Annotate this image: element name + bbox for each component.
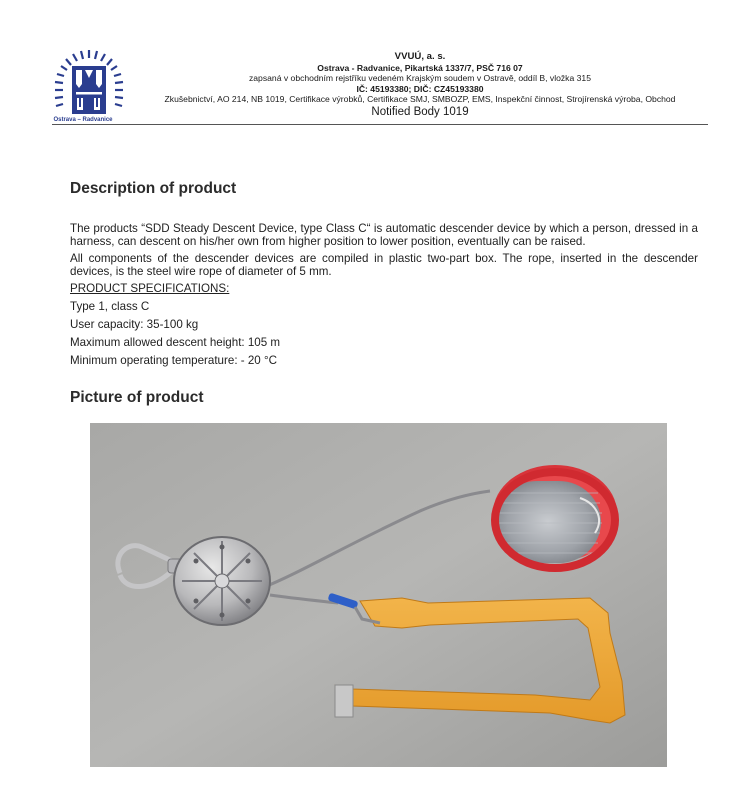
strap-buckle	[335, 685, 353, 717]
cable-spool	[493, 465, 617, 568]
spec-item: Minimum operating temperature: - 20 °C	[70, 354, 277, 367]
header-divider	[52, 124, 708, 125]
company-activities: Zkušebnictví, AO 214, NB 1019, Certifikace výrobků, Certifikace SMJ, SMBOZP, EMS, Inspekční činnost, Strojírenská výroba, Obchod	[164, 94, 676, 105]
company-logo	[48, 44, 130, 126]
description-body	[70, 222, 698, 372]
description-title: Description of product	[70, 180, 237, 197]
notified-body: Notified Body 1019	[371, 105, 469, 118]
description-paragraph-1: The products “SDD Steady Descent Device, type Class C“ is automatic descender device by which a person, dressed in a harness, can descent on his/her own from higher position to lower position, eventually can be raised.	[70, 222, 698, 248]
letterhead	[130, 52, 710, 119]
company-registry: zapsaná v obchodním rejstříku vedeném Krajským soudem v Ostravě, oddíl B, vložka 315	[248, 73, 591, 84]
description-paragraph-2: All components of the descender devices are compiled in plastic two-part box. The rope, inserted in the descender devices, is the steel wire rope of diameter of 5 mm.	[70, 252, 698, 278]
spec-item: Maximum allowed descent height: 105 m	[70, 336, 281, 349]
picture-title: Picture of product	[70, 389, 204, 406]
spec-item: Type 1, class C	[70, 300, 150, 313]
descender-device	[174, 537, 270, 625]
company-address: Ostrava - Radvanice, Pikartská 1337/7, PSČ 716 07	[317, 62, 523, 73]
product-photo	[90, 423, 667, 767]
company-name: VVUÚ, a. s.	[394, 51, 446, 62]
company-ids: IČ: 45193380; DIČ: CZ45193380	[356, 83, 484, 94]
spec-heading: PRODUCT SPECIFICATIONS:	[70, 282, 230, 295]
logo-caption: Ostrava – Radvanice	[53, 117, 113, 123]
spec-item: User capacity: 35-100 kg	[70, 318, 199, 331]
